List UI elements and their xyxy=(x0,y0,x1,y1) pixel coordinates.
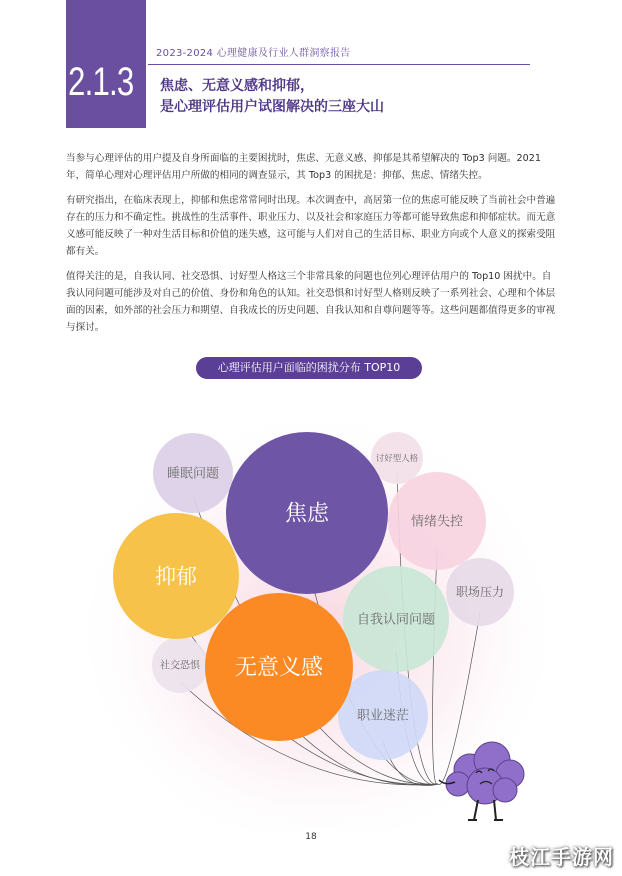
chart-title: 心理评估用户面临的困扰分布 TOP10 xyxy=(196,357,422,379)
bubble-label: 职业迷茫 xyxy=(356,708,410,724)
headline-line-2: 是心理评估用户试图解决的三座大山 xyxy=(160,99,384,115)
paragraph-2: 有研究指出，在临床表现上，抑郁和焦虑常常同时出现。本次调查中，高居第一位的焦虑可能反映了当前社会中普遍存在的压力和不确定性。挑战性的生活事件、职业压力、以及社会和家庭压力等都可能导致焦虑和抑郁症状。而无意义感可能反映了一种对生活目标和价值的迷失感，这可能与人们对自己的生活目标、职业方向或个人意义的探索受阻都有关。 xyxy=(66,195,556,257)
report-title: 2023-2024 心理健康及行业人群洞察报告 xyxy=(156,48,351,59)
bubble-label: 自我认同问题 xyxy=(356,612,436,628)
bubble-label: 焦虑 xyxy=(284,501,330,527)
page-number: 18 xyxy=(305,832,317,842)
page-headline xyxy=(160,76,384,118)
body-text xyxy=(66,150,560,344)
paragraph-1: 当参与心理评估的用户提及自身所面临的主要困扰时，焦虑、无意义感、抑郁是其希望解决的 Top3 问题。2021 年，简单心理对心理评估用户所做的相同的调查显示，其 Top3 的困扰是：抑郁、焦虑、情绪失控。 xyxy=(66,153,541,181)
section-number: 2.1.3 xyxy=(68,60,134,104)
bubble-label: 无意义感 xyxy=(234,655,324,681)
bubble-label: 社交恐惧 xyxy=(160,660,200,672)
site-watermark: 枝江手游网 xyxy=(509,845,614,869)
bubble-chart xyxy=(0,380,622,830)
title-divider xyxy=(148,64,530,65)
bubble-label: 抑郁 xyxy=(155,564,197,589)
headline-line-1: 焦虑、无意义感和抑郁， xyxy=(160,78,314,94)
bubble-label: 睡眠问题 xyxy=(166,466,220,482)
bubble-label: 讨好型人格 xyxy=(375,453,419,464)
paragraph-3: 值得关注的是，自我认同、社交恐惧、讨好型人格这三个非常具象的问题也位列心理评估用户的 Top10 困扰中。自我认同问题可能涉及对自己的价值、身份和角色的认知。社交恐惧和讨好型人格则反映了一系列社会、心理和个体层面的因素，如外部的社会压力和期望、自我成长的历史问题、自我认知和自尊问题等等。这些问题都值得更多的审视与探讨。 xyxy=(66,271,556,333)
bubble-label: 职场压力 xyxy=(455,585,505,600)
bubble-label: 情绪失控 xyxy=(410,514,464,530)
